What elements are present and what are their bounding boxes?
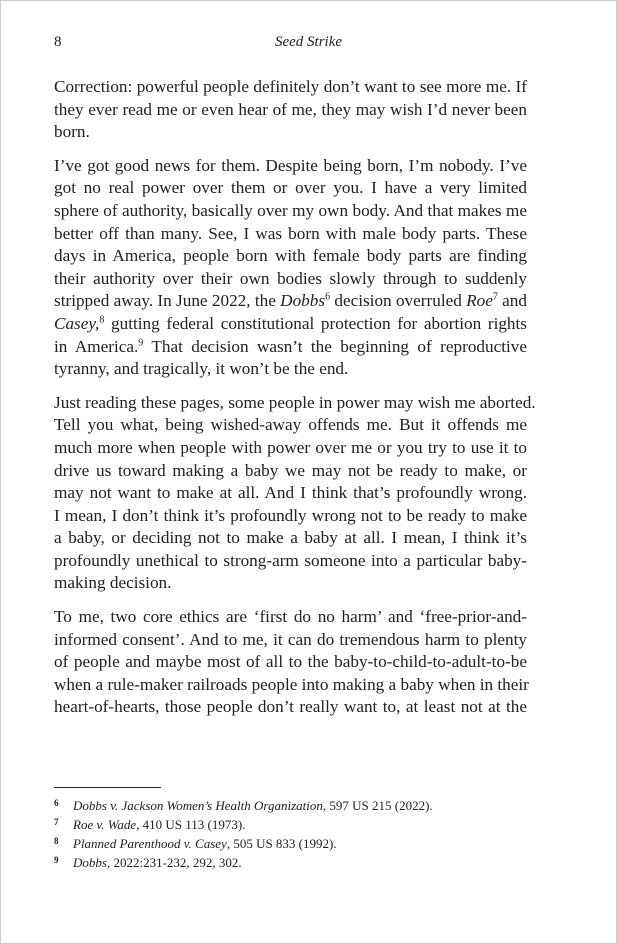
footnote-title: Dobbs bbox=[73, 855, 107, 870]
line: informed consent’. And to me, it can do tremendous harm to plenty bbox=[54, 629, 527, 649]
line: heart-of-hearts, those people don’t really want to, at least not at the bbox=[54, 697, 527, 717]
line: much more when people with power over me or you try to use it to bbox=[54, 437, 527, 457]
footnote-title: Planned Parenthood v. Casey bbox=[73, 836, 227, 851]
footnote-citation: , 505 US 833 (1992). bbox=[226, 836, 337, 851]
paragraph-2 bbox=[54, 155, 527, 381]
line: Just reading these pages, some people in power may wish me aborted. bbox=[54, 392, 536, 412]
running-title: Seed Strike bbox=[274, 34, 343, 50]
footnote-number: 8 bbox=[54, 836, 59, 846]
line: may not want to make at all. And I think that’s profoundly wrong. bbox=[54, 483, 527, 503]
footnote-number: 6 bbox=[54, 798, 59, 808]
paragraph-3 bbox=[54, 392, 536, 595]
footnote-number: 7 bbox=[54, 817, 59, 827]
line: Tell you what, being wished-away offends me. But it offends me bbox=[54, 415, 527, 435]
line: Casey,$^8$ gutting federal constitutional protection for abortion rights bbox=[54, 313, 527, 333]
footnote-ref: 6 bbox=[325, 291, 331, 303]
footnote-citation: , 2022:231-232, 292, 302. bbox=[106, 855, 242, 870]
footnote-title: Roe v. Wade bbox=[73, 817, 137, 832]
line: making decision. bbox=[54, 573, 172, 593]
line: born. bbox=[54, 122, 90, 142]
paragraph-4 bbox=[54, 606, 527, 719]
line: when a rule-maker railroads people into making a baby when in their bbox=[54, 674, 529, 694]
line: I mean, I don’t think it’s profoundly wrong not to be ready to make bbox=[54, 505, 527, 525]
footnote-citation: , 597 US 215 (2022). bbox=[322, 798, 433, 813]
body-text bbox=[54, 76, 536, 730]
line: I’ve got good news for them. Despite being born, I’m nobody. I’ve bbox=[54, 155, 527, 175]
line: a baby, or deciding not to make a baby at all. I mean, I think it’s bbox=[54, 528, 527, 548]
footnote-8 bbox=[54, 834, 534, 853]
line: tyranny, and tragically, it won’t be the end. bbox=[54, 359, 349, 379]
footnote-7 bbox=[54, 815, 534, 834]
footnotes bbox=[54, 796, 534, 872]
paragraph-1 bbox=[54, 76, 527, 144]
footnote-9 bbox=[54, 853, 534, 872]
footnote-number: 9 bbox=[54, 855, 59, 865]
line: To me, two core ethics are ‘first do no harm’ and ‘free-prior-and- bbox=[54, 607, 527, 627]
footnote-6 bbox=[54, 796, 534, 815]
footnote-divider bbox=[54, 787, 161, 788]
line: Correction: powerful people definitely don’t want to see more me. If bbox=[54, 77, 527, 96]
footnote-title: Dobbs v. Jackson Women’s Health Organization bbox=[73, 798, 323, 813]
case-name: Roe bbox=[466, 291, 493, 311]
case-name: Dobbs bbox=[280, 291, 326, 311]
footnote-ref: 9 bbox=[138, 336, 144, 348]
footnote-ref: 8 bbox=[99, 314, 105, 326]
case-name: Casey, bbox=[54, 313, 100, 333]
line: of people and maybe most of all to the baby-to-child-to-adult-to-be bbox=[54, 652, 527, 672]
line: got no real power over them or over you. I have a very limited bbox=[54, 178, 527, 198]
line: sphere of authority, basically over my own body. And that makes me bbox=[54, 200, 527, 220]
line: stripped away. In June 2022, the Dobbs$^6$ decision overruled Roe$^7$ and bbox=[54, 291, 527, 311]
footnote-citation: , 410 US 113 (1973). bbox=[136, 817, 246, 832]
line: drive us toward making a baby we may not be ready to make, or bbox=[54, 460, 527, 480]
line: days in America, people born with female body parts are finding bbox=[54, 246, 527, 266]
footnote-ref: 7 bbox=[492, 291, 498, 303]
line: their authority over their own bodies slowly through to suddenly bbox=[54, 268, 527, 288]
line: in America.$^9$ That decision wasn’t the beginning of reproductive bbox=[54, 336, 527, 356]
page-number: 8 bbox=[54, 34, 62, 50]
line: better off than many. See, I was born with male body parts. These bbox=[54, 223, 527, 243]
line: they ever read me or even hear of me, they may wish I’d never been bbox=[54, 99, 527, 119]
line: profoundly unethical to strong-arm someone into a particular baby- bbox=[54, 550, 527, 570]
